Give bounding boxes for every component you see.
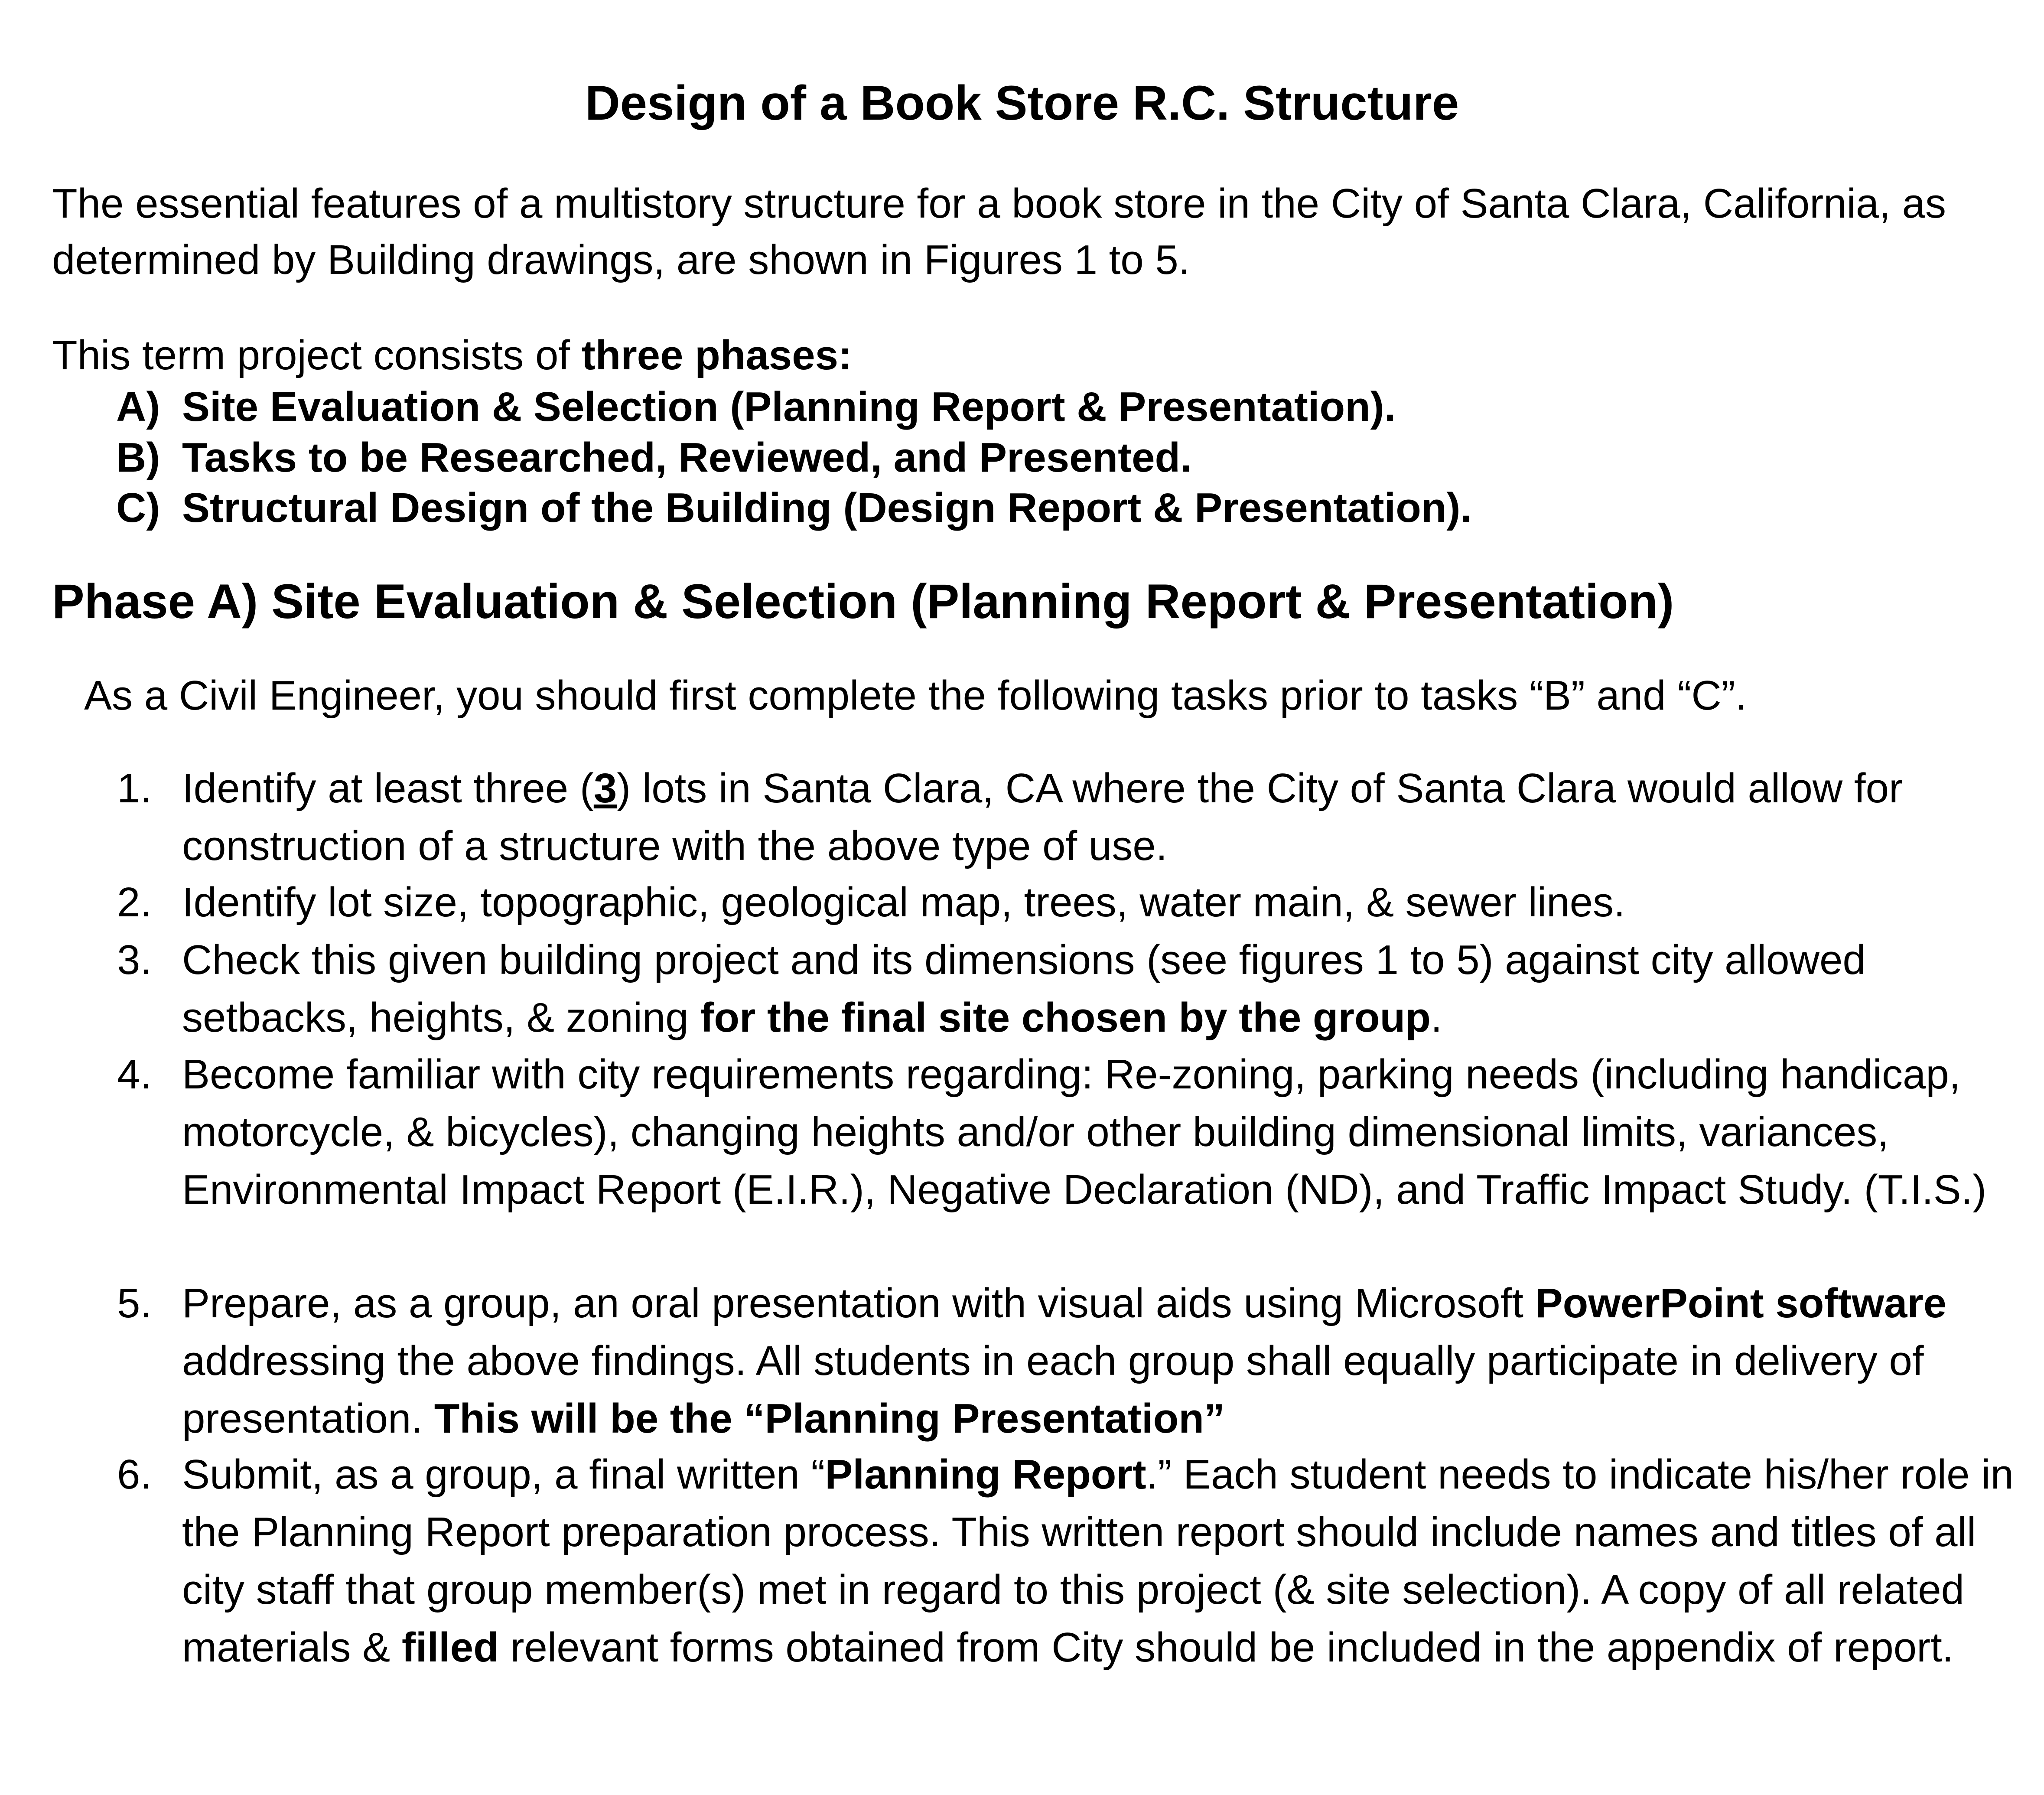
task-text	[182, 1274, 2028, 1447]
task-number: 1.	[117, 765, 152, 811]
task-number: 2.	[117, 879, 152, 925]
task-text-part: ) lots in Santa Clara, CA where the City of Santa Clara would allow for construction of a structure with the above type of use.	[182, 765, 1903, 869]
phase-text: Tasks to be Researched, Reviewed, and Presented.	[182, 434, 1192, 481]
task-text: Become familiar with city requirements regarding: Re-zoning, parking needs (including handicap, motorcycle, & bicycles), changing heights and/or other building dimensional limits, variances, Environmental Impact Report (E.I.R.), Negative Declaration (ND), and Traffic Impact Study. (T.I.S.)	[182, 1051, 1987, 1213]
phase-text: Site Evaluation & Selection (Planning Report & Presentation).	[182, 384, 1396, 430]
task-number: 5.	[117, 1280, 152, 1326]
task-text-bold: filled	[401, 1624, 499, 1671]
phases-intro	[52, 327, 2011, 384]
phase-label: C)	[116, 485, 160, 531]
document-title: Design of a Book Store R.C. Structure	[585, 76, 1459, 130]
task-text-part: addressing the above findings. All students in each group shall equally participate in delivery of presentation.	[182, 1338, 1924, 1442]
task-text-bold: for the final site chosen by the group	[700, 994, 1431, 1041]
task-text	[182, 931, 2028, 1046]
task-text-part: .	[1430, 994, 1442, 1041]
task-text: Identify lot size, topographic, geological map, trees, water main, & sewer lines.	[182, 879, 1625, 925]
phases-lead-text: This term project consists of	[52, 332, 582, 378]
task-text-bold: Planning Report	[825, 1451, 1146, 1498]
task-number: 4.	[117, 1051, 152, 1098]
phases-lead-bold: three phases:	[581, 332, 852, 378]
task-text-part: relevant forms obtained from City should be included in the appendix of report.	[498, 1624, 1954, 1671]
task-number: 3.	[117, 937, 152, 983]
task-text-part: Identify at least three (	[182, 765, 594, 811]
task-text-underlined: 3	[593, 765, 617, 811]
task-text-part: Check this given building project and its dimensions (see figures 1 to 5) against city allowed setbacks, heights, & zoning	[182, 937, 1866, 1041]
task-text-part: Submit, as a group, a final written “	[182, 1451, 825, 1498]
task-text	[182, 1446, 2028, 1676]
task-text-bold: This will be the “Planning Presentation”	[434, 1395, 1225, 1442]
task-text-part: Prepare, as a group, an oral presentation with visual aids using Microsoft	[182, 1280, 1535, 1326]
task-text-part: .” Each student needs to indicate his/her role in the Planning Report preparation process. This written report should include names and titles of all city staff that group member(s) met in regard to this project (& site selection). A copy of all related materials &	[182, 1451, 2014, 1671]
phase-label: A)	[116, 384, 160, 430]
task-number: 6.	[117, 1451, 152, 1498]
phase-a-heading: Phase A) Site Evaluation & Selection (Planning Report & Presentation)	[52, 574, 1674, 629]
phase-label: B)	[116, 434, 160, 481]
phase-text: Structural Design of the Building (Design Report & Presentation).	[182, 485, 1472, 531]
task-text-bold: PowerPoint software	[1535, 1280, 1947, 1326]
civil-engineer-line: As a Civil Engineer, you should first complete the following tasks prior to tasks “B” and “C”.	[84, 672, 1747, 719]
task-text	[182, 759, 2028, 875]
intro-paragraph: The essential features of a multistory structure for a book store in the City of Santa Clara, California, as determined by Building drawings, are shown in Figures 1 to 5.	[52, 180, 1946, 283]
